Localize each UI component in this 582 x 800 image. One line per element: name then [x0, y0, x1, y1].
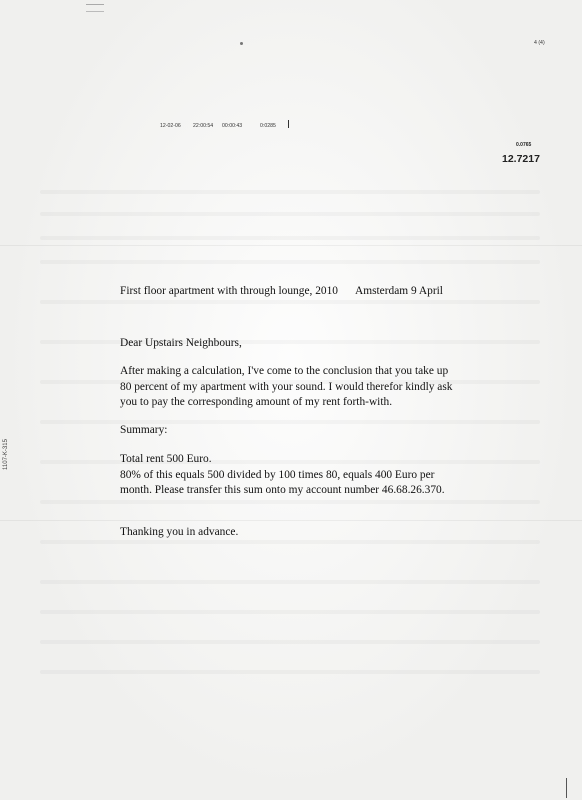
summary-heading: Summary:: [120, 424, 168, 437]
meta-time: 22:00:54: [193, 123, 214, 129]
dot-mark: [240, 42, 243, 45]
salutation: Dear Upstairs Neighbours,: [120, 337, 242, 349]
place-date: Amsterdam 9 April: [355, 285, 443, 297]
reference-small: 0.0765: [516, 142, 532, 148]
fold-line: [0, 245, 582, 246]
letter-header: [120, 284, 460, 314]
summary-calculation: 80% of this equals 500 divided by 100 times 80, equals 400 Euro per month. Please transfer this sum onto my account number 46.68.26.370.: [120, 468, 445, 497]
summary-total: Total rent 500 Euro.: [120, 453, 212, 466]
corner-scribble: [86, 4, 104, 12]
edge-mark: [566, 778, 567, 798]
meta-separator: [288, 120, 289, 128]
meta-code: 0:0285: [260, 123, 276, 129]
side-code: 1107-K-315: [3, 439, 9, 470]
subject-line: First floor apartment with through lounge, 2010: [120, 285, 338, 297]
meta-date: 12-02-06: [160, 123, 181, 129]
meta-duration: 00:00:43: [222, 123, 243, 129]
page-marker: 4 (4): [534, 40, 545, 46]
reference-number: 12.7217: [502, 153, 540, 165]
letter-body: [120, 284, 460, 541]
closing-line: Thanking you in advance.: [120, 526, 239, 539]
body-paragraph: After making a calculation, I've come to the conclusion that you take up 80 percent of my apartment with your sound. I would therefor kindly ask you to pay the corresponding amount of my rent forth-with.: [120, 365, 453, 408]
